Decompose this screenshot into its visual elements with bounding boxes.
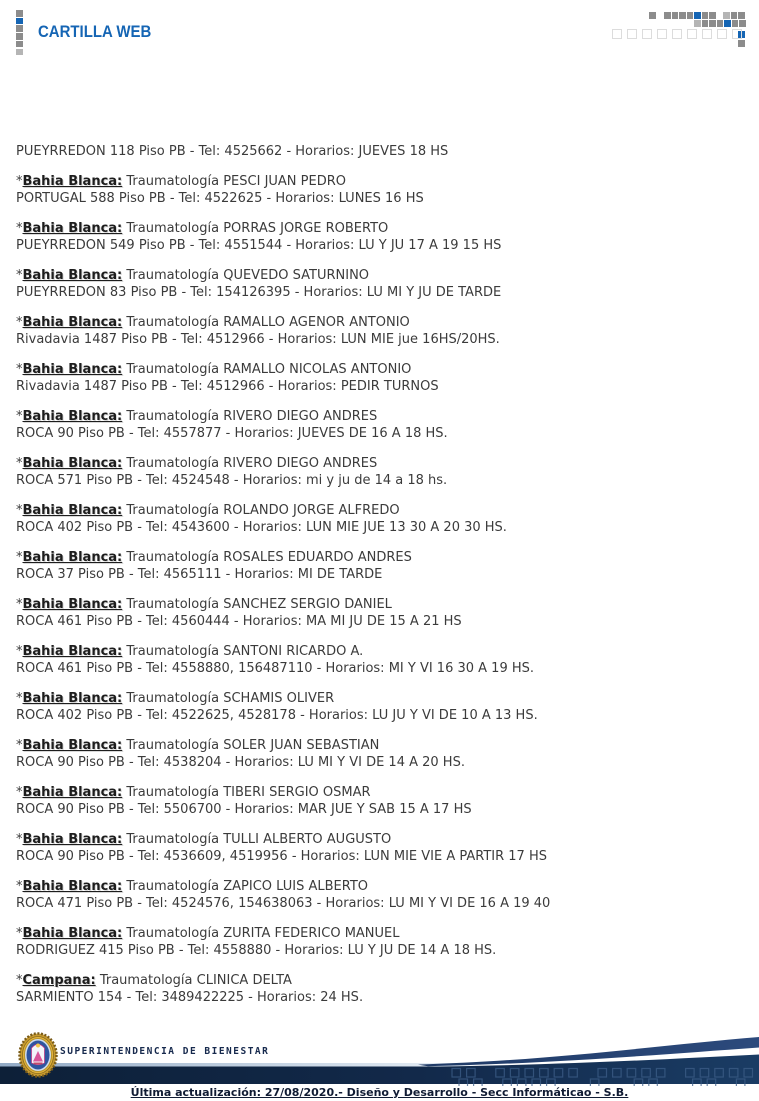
entry-specialty: Traumatología <box>126 503 220 518</box>
entry-bullet: * <box>16 221 23 236</box>
entry-location: Bahia Blanca: <box>22 503 123 518</box>
entry-address-line: ROCA 37 Piso PB - Tel: 4565111 - Horarios: MI DE TARDE <box>16 567 383 582</box>
logo-squares-icon <box>16 10 23 57</box>
mosaic-square <box>738 12 745 19</box>
provider-entry <box>16 690 576 724</box>
entry-provider-name: PESCI JUAN PEDRO <box>223 174 346 189</box>
entry-provider-name: SANCHEZ SERGIO DANIEL <box>223 597 392 612</box>
entry-provider-name: TIBERI SERGIO OSMAR <box>223 785 371 800</box>
entry-address-line: ROCA 90 Piso PB - Tel: 4536609, 4519956 - Horarios: LUN MIE VIE A PARTIR 17 HS <box>16 849 547 864</box>
provider-entry <box>16 455 576 489</box>
provider-entry <box>16 596 576 630</box>
mosaic-square <box>687 12 694 19</box>
mosaic-square <box>679 12 686 19</box>
org-crest-logo <box>18 1032 58 1078</box>
entry-bullet: * <box>16 926 23 941</box>
provider-entry <box>16 972 576 1006</box>
entry-heading <box>16 314 576 331</box>
provider-entry <box>16 267 576 301</box>
entry-heading <box>16 361 576 378</box>
entry-location: Bahia Blanca: <box>22 879 123 894</box>
entry-address-line: RODRIGUEZ 415 Piso PB - Tel: 4558880 - Horarios: LU Y JU DE 14 A 18 HS. <box>16 943 497 958</box>
entry-location: Bahia Blanca: <box>22 550 123 565</box>
entry-bullet: * <box>16 174 23 189</box>
mosaic-square <box>16 41 23 48</box>
mosaic-square <box>657 29 667 39</box>
entry-heading <box>16 690 576 707</box>
entry-provider-name: RIVERO DIEGO ANDRES <box>223 456 378 471</box>
entry-location: Bahia Blanca: <box>22 738 123 753</box>
provider-entry <box>16 220 576 254</box>
provider-entry <box>16 549 576 583</box>
entry-specialty: Traumatología <box>126 644 220 659</box>
entry-bullet: * <box>16 785 23 800</box>
mosaic-square <box>694 20 701 27</box>
continuation-line: PUEYRREDON 118 Piso PB - Tel: 4525662 - Horarios: JUEVES 18 HS <box>16 144 449 159</box>
mosaic-square <box>649 12 656 19</box>
footer-swoosh-decoration <box>0 1030 759 1086</box>
entry-specialty: Traumatología <box>126 315 220 330</box>
mosaic-square <box>672 12 679 19</box>
mosaic-square <box>694 12 701 19</box>
entry-bullet: * <box>16 409 23 424</box>
entry-provider-name: RAMALLO NICOLAS ANTONIO <box>223 362 412 377</box>
entry-address-line: ROCA 571 Piso PB - Tel: 4524548 - Horarios: mi y ju de 14 a 18 hs. <box>16 473 448 488</box>
entry-address-line: ROCA 90 Piso PB - Tel: 5506700 - Horarios: MAR JUE Y SAB 15 A 17 HS <box>16 802 472 817</box>
mosaic-square <box>717 20 724 27</box>
entry-address-line: PUEYRREDON 83 Piso PB - Tel: 154126395 - Horarios: LU MI Y JU DE TARDE <box>16 285 502 300</box>
entry-provider-name: PORRAS JORGE ROBERTO <box>223 221 389 236</box>
entry-provider-name: RAMALLO AGENOR ANTONIO <box>223 315 410 330</box>
mosaic-square <box>612 29 622 39</box>
entry-specialty: Traumatología <box>126 268 220 283</box>
page-header <box>0 0 759 60</box>
entry-address-line: ROCA 90 Piso PB - Tel: 4538204 - Horarios: LU MI Y VI DE 14 A 20 HS. <box>16 755 465 770</box>
entry-bullet: * <box>16 456 23 471</box>
mosaic-square <box>709 20 716 27</box>
mosaic-square <box>702 12 709 19</box>
entry-heading <box>16 220 576 237</box>
mosaic-square <box>627 29 637 39</box>
mosaic-square <box>16 10 23 17</box>
entry-address-line: Rivadavia 1487 Piso PB - Tel: 4512966 - Horarios: PEDIR TURNOS <box>16 379 439 394</box>
entry-location: Bahia Blanca: <box>22 644 123 659</box>
entry-bullet: * <box>16 550 23 565</box>
provider-entry <box>16 173 576 207</box>
provider-entry <box>16 408 576 442</box>
mosaic-square <box>732 29 742 39</box>
mosaic-square <box>724 20 731 27</box>
entry-heading <box>16 878 576 895</box>
entry-provider-name: RIVERO DIEGO ANDRES <box>223 409 378 424</box>
entry-specialty: Traumatología <box>126 926 220 941</box>
entry-specialty: Traumatología <box>126 691 220 706</box>
entry-provider-name: QUEVEDO SATURNINO <box>223 268 370 283</box>
provider-entry <box>16 878 576 912</box>
mosaic-square <box>16 49 23 56</box>
entry-specialty: Traumatología <box>126 550 220 565</box>
entry-specialty: Traumatología <box>126 174 220 189</box>
mosaic-square <box>687 29 697 39</box>
entry-bullet: * <box>16 691 23 706</box>
entry-address-line: Rivadavia 1487 Piso PB - Tel: 4512966 - Horarios: LUN MIE jue 16HS/20HS. <box>16 332 500 347</box>
entry-heading <box>16 831 576 848</box>
entry-bullet: * <box>16 362 23 377</box>
entry-bullet: * <box>16 644 23 659</box>
entry-location: Bahia Blanca: <box>22 268 123 283</box>
entry-address-line: ROCA 90 Piso PB - Tel: 4557877 - Horarios: JUEVES DE 16 A 18 HS. <box>16 426 448 441</box>
mosaic-square <box>732 20 739 27</box>
mosaic-square <box>702 29 712 39</box>
entry-heading <box>16 408 576 425</box>
entry-specialty: Traumatología <box>126 221 220 236</box>
entry-location: Campana: <box>22 973 96 988</box>
provider-entry <box>16 314 576 348</box>
mosaic-square <box>702 20 709 27</box>
entry-heading <box>16 596 576 613</box>
header-mosaic-decoration <box>614 0 759 60</box>
entry-address-line: ROCA 461 Piso PB - Tel: 4560444 - Horarios: MA MI JU DE 15 A 21 HS <box>16 614 462 629</box>
provider-entry <box>16 361 576 395</box>
entry-location: Bahia Blanca: <box>22 785 123 800</box>
entry-address-line: ROCA 402 Piso PB - Tel: 4522625, 4528178 - Horarios: LU JU Y VI DE 10 A 13 HS. <box>16 708 538 723</box>
entry-heading <box>16 173 576 190</box>
mosaic-square <box>739 20 746 27</box>
entry-provider-name: ROSALES EDUARDO ANDRES <box>223 550 412 565</box>
entry-specialty: Traumatología <box>126 456 220 471</box>
mosaic-square <box>738 40 745 47</box>
entry-specialty: Traumatología <box>126 738 220 753</box>
provider-entry <box>16 502 576 536</box>
entry-provider-name: TULLI ALBERTO AUGUSTO <box>223 832 392 847</box>
entry-location: Bahia Blanca: <box>22 315 123 330</box>
entry-bullet: * <box>16 738 23 753</box>
entry-heading <box>16 737 576 754</box>
provider-entry <box>16 737 576 771</box>
mosaic-square <box>672 29 682 39</box>
entry-location: Bahia Blanca: <box>22 832 123 847</box>
entry-specialty: Traumatología <box>126 409 220 424</box>
provider-directory <box>16 143 576 1019</box>
entry-bullet: * <box>16 879 23 894</box>
entry-address-line: SARMIENTO 154 - Tel: 3489422225 - Horarios: 24 HS. <box>16 990 364 1005</box>
entry-provider-name: CLINICA DELTA <box>196 973 292 988</box>
entry-provider-name: ZAPICO LUIS ALBERTO <box>223 879 368 894</box>
provider-entry <box>16 925 576 959</box>
entry-address-line: ROCA 461 Piso PB - Tel: 4558880, 156487110 - Horarios: MI Y VI 16 30 A 19 HS. <box>16 661 535 676</box>
entry-heading <box>16 267 576 284</box>
entry-bullet: * <box>16 503 23 518</box>
entry-bullet: * <box>16 268 23 283</box>
entry-specialty: Traumatología <box>126 832 220 847</box>
mosaic-square <box>16 25 23 32</box>
mosaic-square <box>16 33 23 40</box>
last-update-line: Última actualización: 27/08/2020.- Diseño y Desarrollo - Secc Informáticao - S.B. <box>130 1086 629 1099</box>
entry-bullet: * <box>16 973 23 988</box>
entry-heading <box>16 925 576 942</box>
page-footer <box>0 1030 759 1101</box>
entry-provider-name: SOLER JUAN SEBASTIAN <box>223 738 380 753</box>
entry-address-line: PUEYRREDON 549 Piso PB - Tel: 4551544 - Horarios: LU Y JU 17 A 19 15 HS <box>16 238 502 253</box>
provider-entry <box>16 831 576 865</box>
mosaic-square <box>717 29 727 39</box>
entry-provider-name: SCHAMIS OLIVER <box>223 691 335 706</box>
org-name-label: SUPERINTENDENCIA DE BIENESTAR <box>60 1046 270 1057</box>
entry-provider-name: SANTONI RICARDO A. <box>223 644 364 659</box>
entry-heading <box>16 502 576 519</box>
entry-location: Bahia Blanca: <box>22 174 123 189</box>
entry-heading <box>16 549 576 566</box>
entry-heading <box>16 784 576 801</box>
entry-specialty: Traumatología <box>126 597 220 612</box>
page-title: CARTILLA WEB <box>38 22 152 41</box>
entry-address-line: ROCA 471 Piso PB - Tel: 4524576, 154638063 - Horarios: LU MI Y VI DE 16 A 19 40 <box>16 896 551 911</box>
entry-provider-name: ZURITA FEDERICO MANUEL <box>223 926 400 941</box>
mosaic-square <box>731 12 738 19</box>
entry-address-line: ROCA 402 Piso PB - Tel: 4543600 - Horarios: LUN MIE JUE 13 30 A 20 30 HS. <box>16 520 507 535</box>
provider-entry <box>16 643 576 677</box>
entry-heading <box>16 972 576 989</box>
mosaic-square <box>642 29 652 39</box>
entry-heading <box>16 643 576 660</box>
entry-location: Bahia Blanca: <box>22 362 123 377</box>
entry-bullet: * <box>16 832 23 847</box>
entry-location: Bahia Blanca: <box>22 409 123 424</box>
provider-entry <box>16 784 576 818</box>
entry-specialty: Traumatología <box>126 362 220 377</box>
entry-specialty: Traumatología <box>126 785 220 800</box>
entry-specialty: Traumatología <box>99 973 193 988</box>
entry-provider-name: ROLANDO JORGE ALFREDO <box>223 503 400 518</box>
entry-specialty: Traumatología <box>126 879 220 894</box>
entry-location: Bahia Blanca: <box>22 456 123 471</box>
entry-location: Bahia Blanca: <box>22 926 123 941</box>
entries-list <box>16 173 576 1006</box>
mosaic-square <box>709 12 716 19</box>
entry-bullet: * <box>16 315 23 330</box>
entry-location: Bahia Blanca: <box>22 597 123 612</box>
mosaic-square <box>664 12 671 19</box>
entry-bullet: * <box>16 597 23 612</box>
mosaic-square <box>723 12 730 19</box>
entry-location: Bahia Blanca: <box>22 691 123 706</box>
entry-address-line: PORTUGAL 588 Piso PB - Tel: 4522625 - Horarios: LUNES 16 HS <box>16 191 424 206</box>
entry-location: Bahia Blanca: <box>22 221 123 236</box>
entry-heading <box>16 455 576 472</box>
mosaic-square <box>16 18 23 25</box>
